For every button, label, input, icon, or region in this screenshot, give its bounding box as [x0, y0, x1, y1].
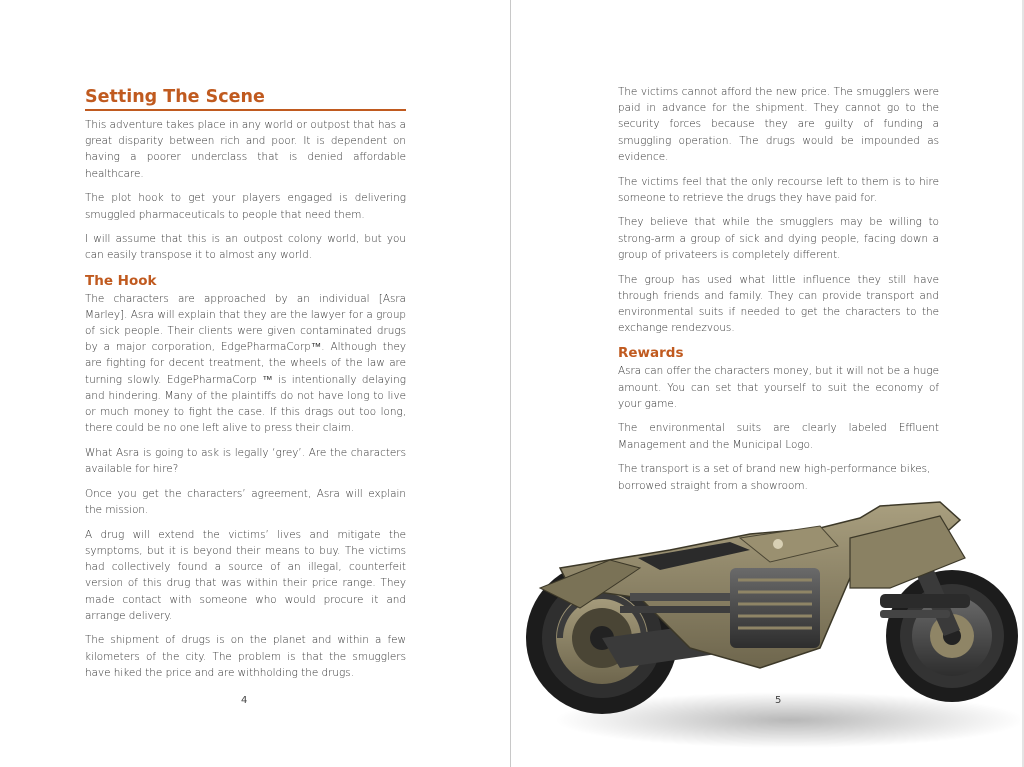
body-paragraph: The victims feel that the only recourse left to them is to hire someone to retrieve the drugs they have paid for. [618, 175, 939, 204]
page-number-right: 5 [775, 695, 782, 706]
intro-paragraph: The plot hook to get your players engaged is delivering smuggled pharmaceuticals to people that need them. [85, 192, 406, 221]
gatling-barrel [880, 594, 970, 608]
exhaust-pipe [620, 606, 730, 613]
reward-paragraph: Asra can offer the characters money, but it will not be a huge amount. You can set that yourself to suit the economy of your game. [618, 365, 939, 410]
emblem [773, 539, 783, 549]
body-paragraph: The group has used what little influence they still have through friends and family. They can provide transport and environmental suits if needed to get the characters to the exchange rendezvous. [618, 273, 939, 335]
reward-paragraph: The transport is a set of brand new high-performance bikes, borrowed straight from a showroom. [618, 463, 931, 492]
subheading-rewards: Rewards [618, 345, 684, 362]
hook-paragraph: What Asra is going to ask is legally ‘grey’. Are the characters available for hire? [85, 446, 406, 476]
left-text-column [85, 86, 406, 690]
motorbike-illustration [520, 498, 1020, 760]
gatling-barrel [880, 610, 950, 618]
subheading-the-hook: The Hook [85, 272, 157, 289]
right-text-column [618, 84, 939, 502]
hook-paragraph: The characters are approached by an individual [Asra Marley]. Asra will explain that they are the lawyer for a group of sick people. Their clients were given contaminated drugs by a major corporation, EdgePharmaCorp™. Although they are fighting for decent treatment, the wheels of the law are turning slowly. EdgePharmaCorp ™ is intentionally delaying and hindering. Many of the plaintiffs do not have long to live or much money to fight the case. If this drags out too long, there could be no one left alive to press their claim. [85, 292, 406, 435]
hook-paragraph: Once you get the characters’ agreement, Asra will explain the mission. [85, 487, 406, 517]
section-heading-setting-the-scene: Setting The Scene [85, 86, 406, 111]
body-paragraph: The victims cannot afford the new price. The smugglers were paid in advance for the shipment. They cannot go to the security forces because they are guilty of funding a smuggling operation. The drugs would be impounded as evidence. [618, 86, 939, 163]
intro-paragraph: I will assume that this is an outpost colony world, but you can easily transpose it to almost any world. [85, 233, 406, 262]
reward-paragraph: The environmental suits are clearly labeled Effluent Management and the Municipal Logo. [618, 422, 939, 451]
intro-paragraph: This adventure takes place in any world or outpost that has a great disparity between rich and poor. It is dependent on having a poorer underclass that is denied affordable healthcare. [85, 119, 406, 180]
front-wheel [886, 570, 1018, 702]
hook-paragraph: The shipment of drugs is on the planet and within a few kilometers of the city. The problem is that the smugglers have hiked the price and are withholding the drugs. [85, 634, 406, 679]
hook-paragraph: A drug will extend the victims’ lives and mitigate the symptoms, but it is beyond their means to buy. The victims had collectively found a source of an illegal, counterfeit version of this drug that was within their price range. They made contact with someone who would procure it and arrange delivery. [85, 528, 406, 622]
book-spine [510, 0, 511, 767]
body-paragraph: They believe that while the smugglers may be willing to strong-arm a group of sick and dying people, facing down a group of privateers is completely different. [618, 216, 939, 261]
page-number-left: 4 [241, 695, 248, 706]
exhaust-pipe [630, 593, 730, 601]
